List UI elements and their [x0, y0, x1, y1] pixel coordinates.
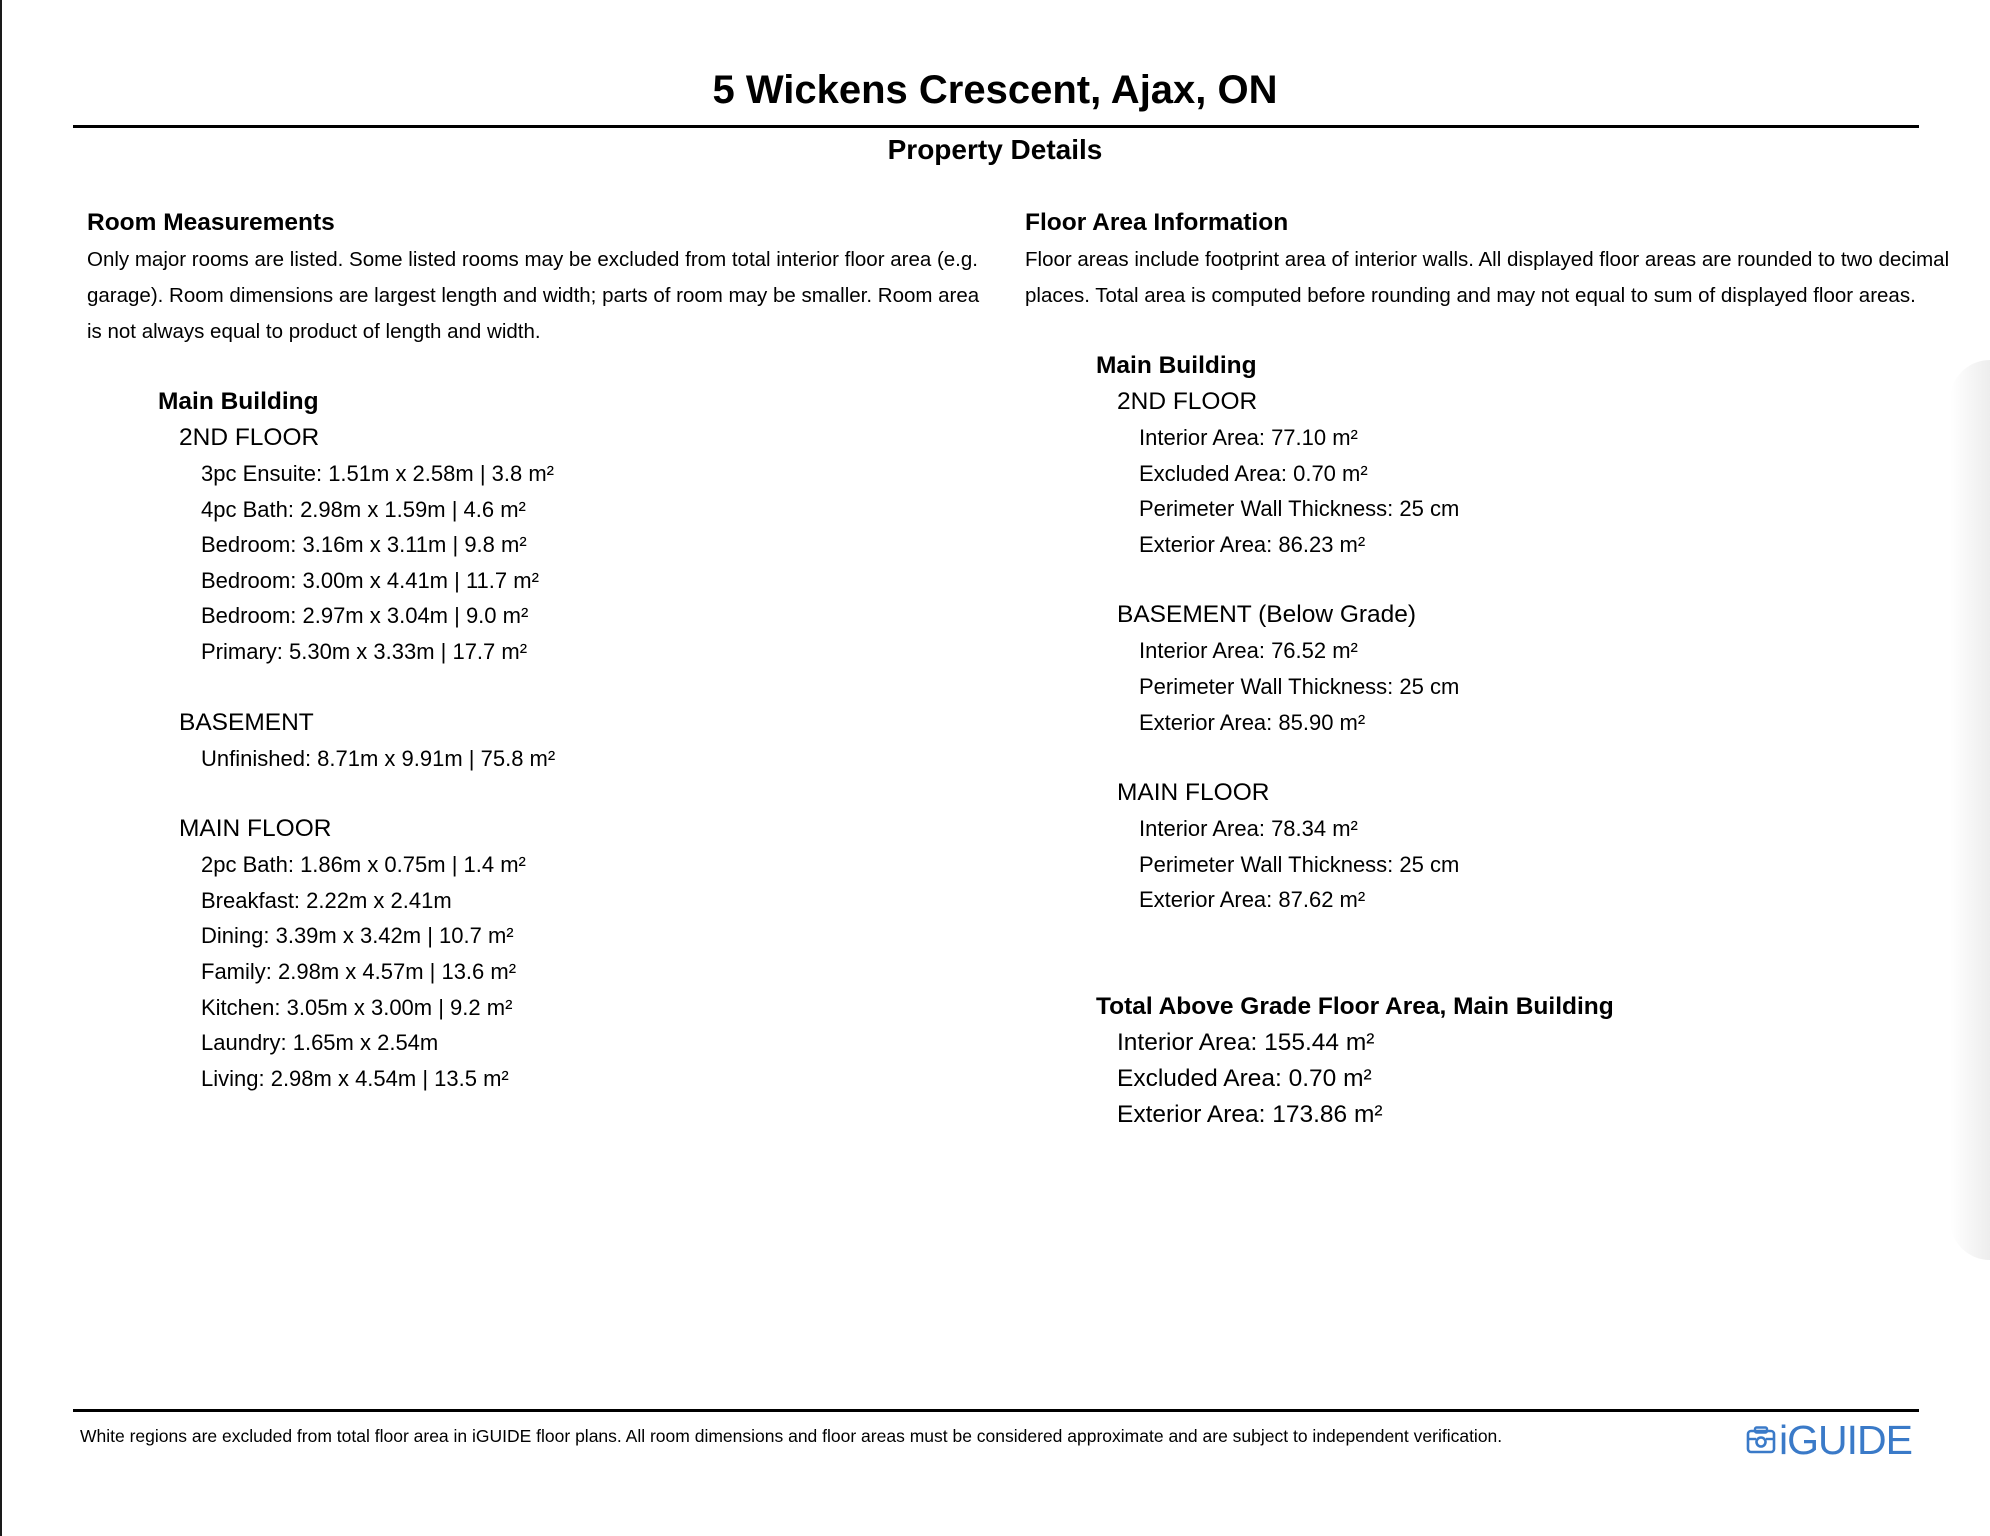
page-curl-shadow — [1950, 360, 1990, 1260]
area-building-block — [1096, 348, 1955, 1133]
total-area-item: Interior Area: 155.44 m² — [1117, 1028, 1375, 1056]
room-item: 4pc Bath: 2.98m x 1.59m | 4.6 m² — [201, 496, 526, 522]
room-floor-2nd — [179, 420, 987, 670]
floor-area-description: Floor areas include footprint area of interior walls. All displayed floor areas are rounded to two decimal places. Total area is computed before rounding and may not equal to sum of displayed floor areas. — [1025, 248, 1950, 307]
room-item: Bedroom: 3.00m x 4.41m | 11.7 m² — [201, 567, 539, 593]
room-floor-basement — [179, 705, 987, 777]
area-floor-2nd — [1117, 384, 1955, 562]
floor-title: BASEMENT (Below Grade) — [1117, 601, 1417, 629]
area-floor-basement — [1117, 597, 1955, 740]
area-item: Exterior Area: 86.23 m² — [1139, 531, 1366, 557]
page-subtitle: Property Details — [887, 134, 1103, 165]
room-building-title: Main Building — [158, 388, 319, 415]
total-area-item: Excluded Area: 0.70 m² — [1117, 1064, 1372, 1092]
area-floor-main — [1117, 775, 1955, 918]
floor-title: 2ND FLOOR — [179, 424, 320, 451]
area-item: Perimeter Wall Thickness: 25 cm — [1139, 673, 1460, 699]
room-item: Bedroom: 3.16m x 3.11m | 9.8 m² — [201, 532, 527, 558]
area-item: Exterior Area: 85.90 m² — [1139, 709, 1366, 735]
floor-area-section — [1025, 204, 1955, 1133]
area-item: Interior Area: 76.52 m² — [1139, 638, 1358, 664]
footer-disclaimer: White regions are excluded from total floor area in iGUIDE floor plans. All room dimensions and floor areas must be considered approximate and are subject to independent verification. — [80, 1426, 1503, 1446]
total-area-item: Exterior Area: 173.86 m² — [1117, 1100, 1383, 1128]
area-item: Exterior Area: 87.62 m² — [1139, 887, 1366, 913]
footer-divider — [73, 1409, 1919, 1412]
room-measurements-description: Only major rooms are listed. Some listed rooms may be excluded from total interior floor area (e.g. garage). Room dimensions are largest length and width; parts of room may be smaller. Room area is not always equal to product of length and width. — [87, 248, 980, 343]
area-item: Perimeter Wall Thickness: 25 cm — [1139, 851, 1460, 877]
floor-title: BASEMENT — [179, 708, 314, 736]
room-floor-main — [179, 811, 987, 1096]
camera-icon — [1746, 1425, 1776, 1455]
area-building-title: Main Building — [1096, 352, 1257, 379]
room-item: Bedroom: 2.97m x 3.04m | 9.0 m² — [201, 603, 529, 629]
room-item: Primary: 5.30m x 3.33m | 17.7 m² — [201, 638, 528, 664]
room-item: Living: 2.98m x 4.54m | 13.5 m² — [201, 1065, 509, 1091]
room-measurements-section — [87, 204, 987, 1096]
page-left-edge — [0, 0, 2, 1536]
room-item: 2pc Bath: 1.86m x 0.75m | 1.4 m² — [201, 852, 526, 878]
total-area-heading: Total Above Grade Floor Area, Main Building — [1096, 992, 1614, 1020]
header-divider — [73, 125, 1919, 128]
page-title: 5 Wickens Crescent, Ajax, ON — [712, 68, 1278, 112]
floor-title: MAIN FLOOR — [179, 815, 332, 843]
iguide-logo — [1746, 1418, 1912, 1462]
room-item: Family: 2.98m x 4.57m | 13.6 m² — [201, 958, 517, 984]
area-item: Interior Area: 78.34 m² — [1139, 816, 1358, 842]
logo-wordmark: iGUIDE — [1779, 1417, 1912, 1463]
area-item: Interior Area: 77.10 m² — [1139, 425, 1358, 450]
room-item: 3pc Ensuite: 1.51m x 2.58m | 3.8 m² — [201, 461, 554, 486]
room-item: Laundry: 1.65m x 2.54m — [201, 1030, 439, 1056]
floor-title: MAIN FLOOR — [1117, 779, 1270, 807]
total-area-block — [1117, 1025, 1955, 1133]
floor-title: 2ND FLOOR — [1117, 388, 1258, 415]
room-item: Kitchen: 3.05m x 3.00m | 9.2 m² — [201, 994, 513, 1020]
room-item: Unfinished: 8.71m x 9.91m | 75.8 m² — [201, 745, 556, 771]
room-building-block — [158, 384, 987, 1096]
room-item: Dining: 3.39m x 3.42m | 10.7 m² — [201, 923, 514, 949]
area-item: Excluded Area: 0.70 m² — [1139, 460, 1368, 486]
floor-area-heading: Floor Area Information — [1025, 209, 1289, 236]
room-measurements-heading: Room Measurements — [87, 209, 335, 236]
room-item: Breakfast: 2.22m x 2.41m — [201, 887, 452, 913]
area-item: Perimeter Wall Thickness: 25 cm — [1139, 496, 1460, 522]
